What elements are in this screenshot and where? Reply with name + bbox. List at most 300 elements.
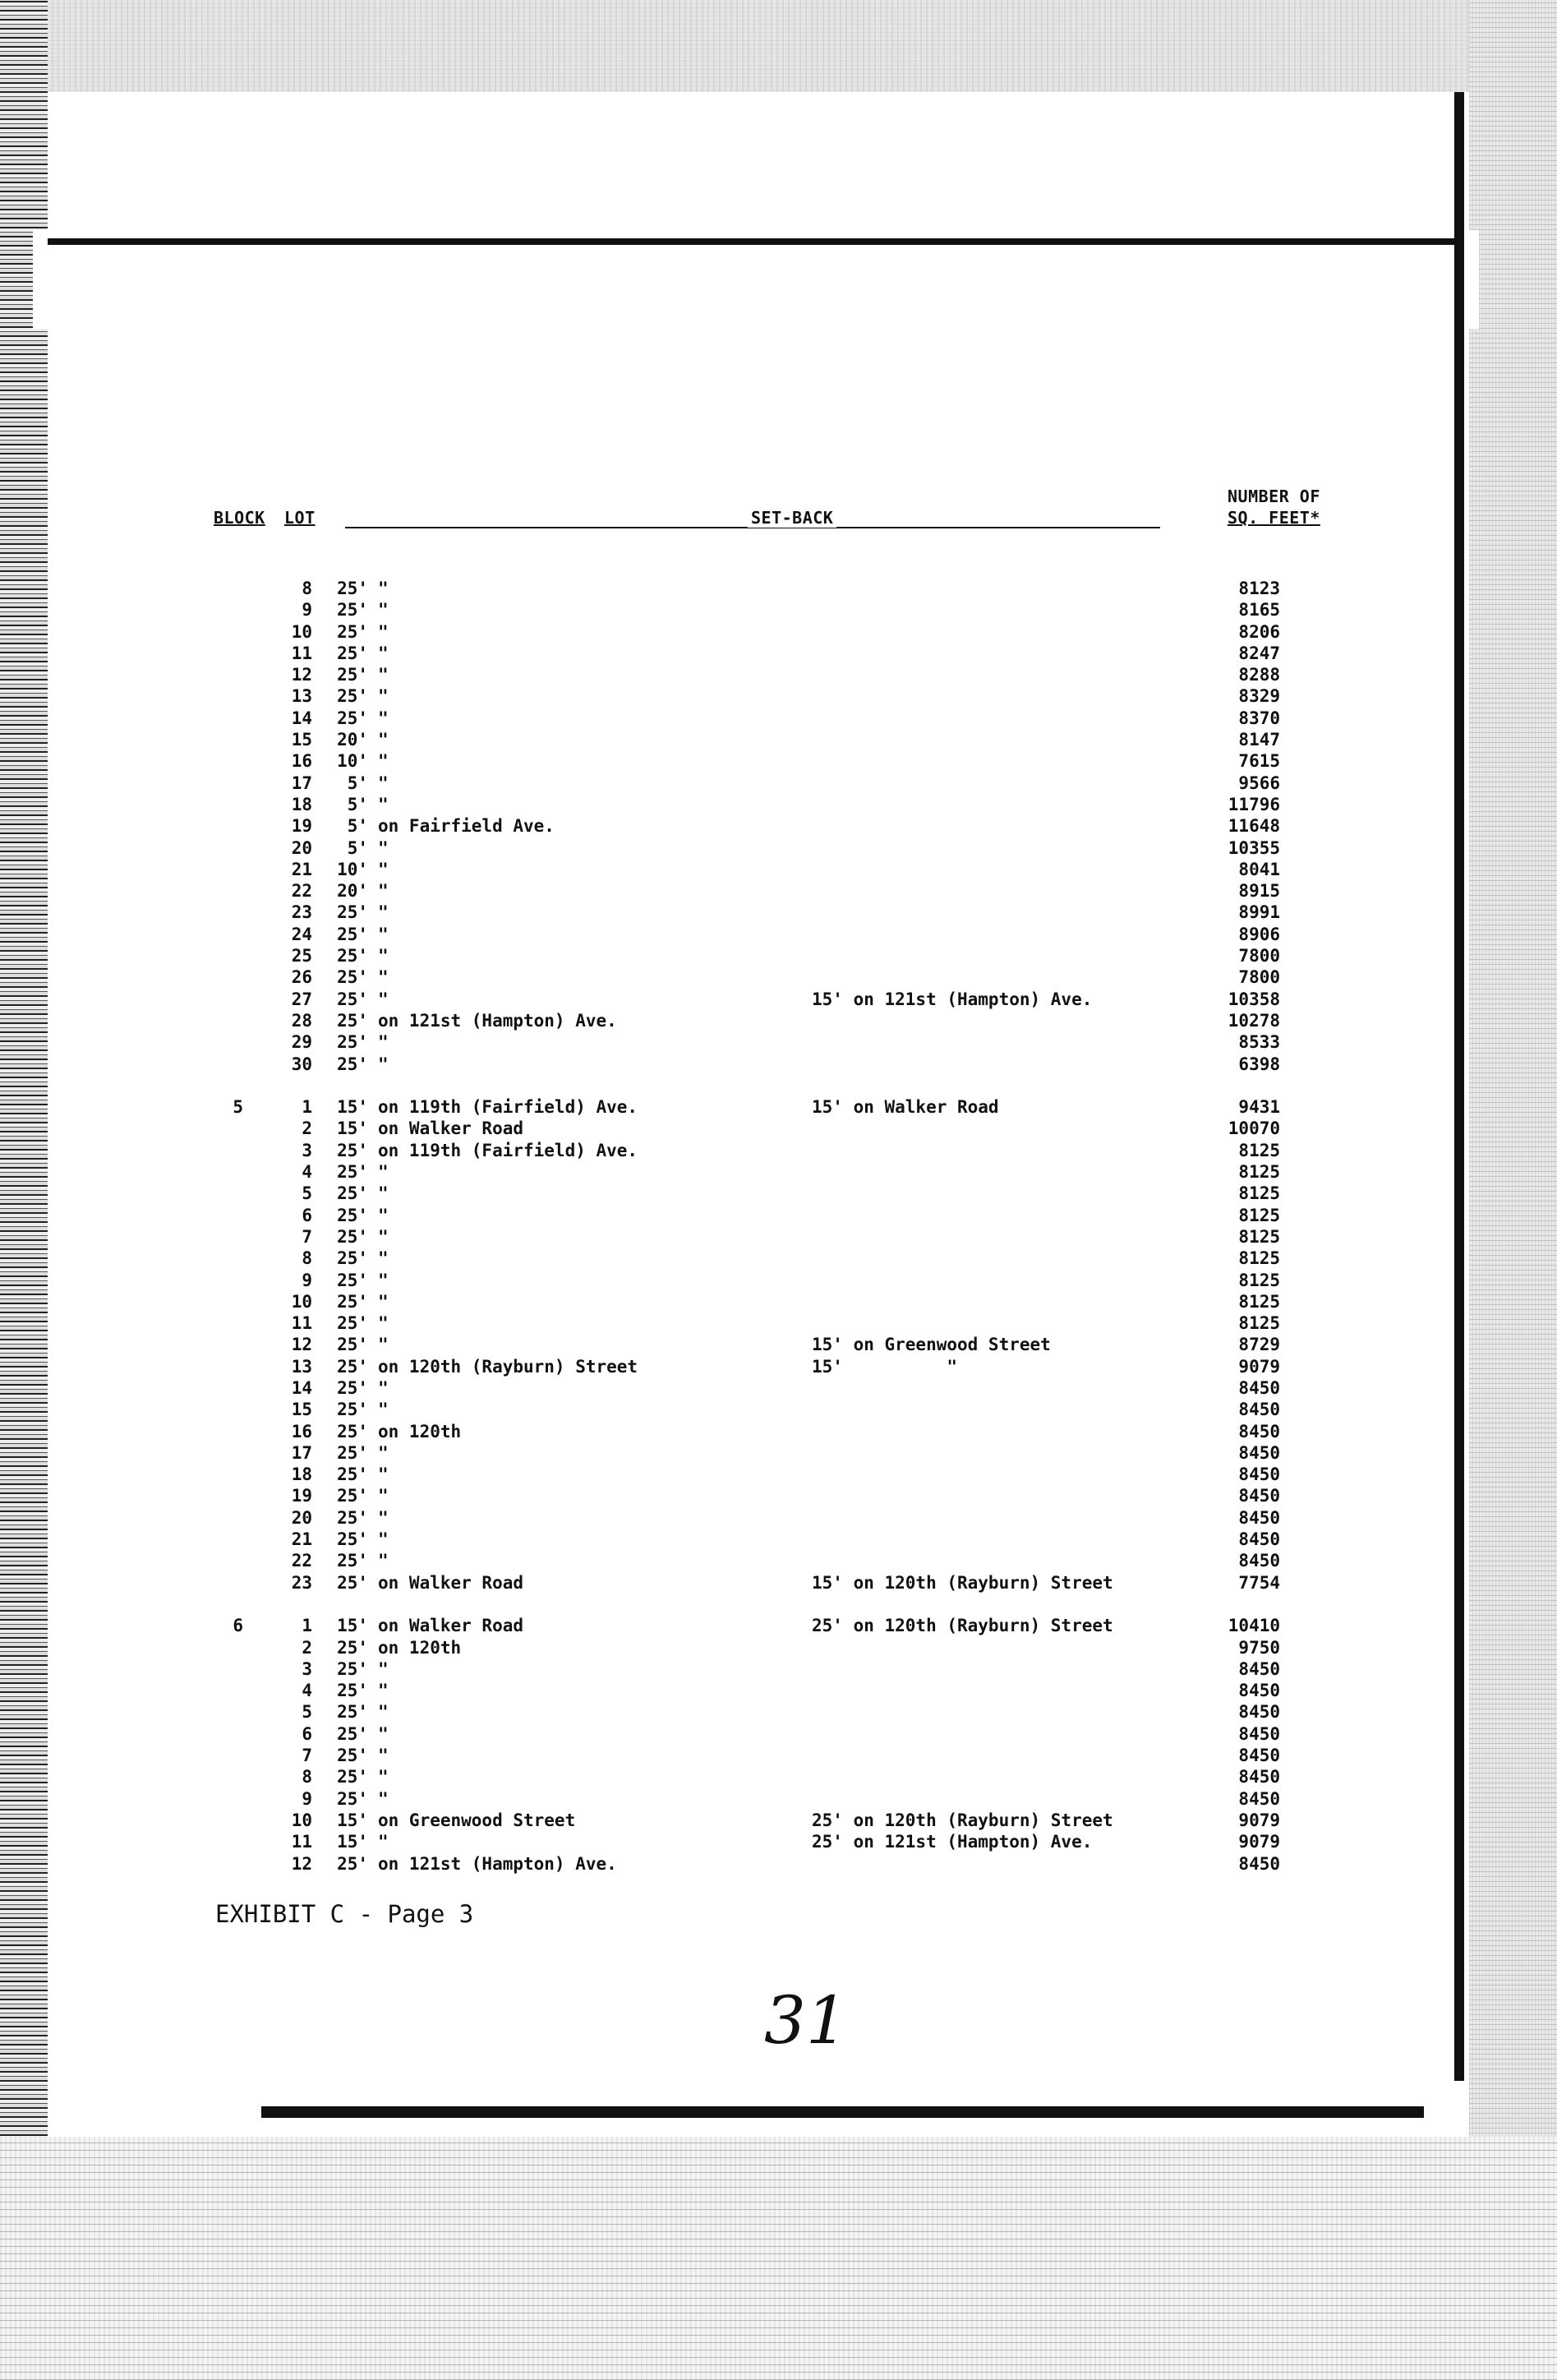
setback-primary-street: " bbox=[378, 967, 389, 988]
lot-cell: 25 bbox=[291, 946, 312, 966]
setback-primary-distance: 25' bbox=[337, 1421, 368, 1441]
setback-primary-distance: 15' bbox=[337, 1616, 368, 1636]
setback-primary-distance: 25' bbox=[337, 1335, 368, 1355]
square-feet-cell: 9079 bbox=[1238, 1356, 1280, 1377]
square-feet-cell: 9566 bbox=[1238, 773, 1280, 793]
setback-primary-distance: 25' bbox=[337, 1723, 368, 1744]
setback-primary-distance: 25' bbox=[337, 1767, 368, 1787]
setback-primary-street: on 120th bbox=[378, 1637, 462, 1658]
setback-primary-distance: 25' bbox=[337, 1464, 368, 1485]
setback-secondary: 25' on 120th (Rayburn) Street bbox=[812, 1616, 1113, 1636]
square-feet-cell: 8450 bbox=[1238, 1377, 1280, 1398]
table-row bbox=[0, 1529, 1557, 1551]
table-row bbox=[0, 838, 1557, 860]
lot-cell: 8 bbox=[302, 579, 312, 598]
setback-primary-distance: 25' bbox=[337, 1140, 368, 1160]
setback-primary-distance: 25' bbox=[337, 1248, 368, 1269]
table-row bbox=[0, 622, 1557, 643]
setback-primary-street: " bbox=[378, 1054, 389, 1074]
lot-cell: 11 bbox=[291, 1832, 312, 1852]
square-feet-cell: 11796 bbox=[1228, 794, 1280, 814]
setback-primary-distance: 20' bbox=[337, 881, 368, 902]
setback-primary-distance: 25' bbox=[337, 1702, 368, 1723]
lot-cell: 4 bbox=[302, 1162, 312, 1183]
setback-primary-street: " bbox=[378, 1248, 389, 1269]
table-row bbox=[0, 1400, 1557, 1421]
square-feet-cell: 8370 bbox=[1238, 708, 1280, 728]
lot-cell: 23 bbox=[291, 1572, 312, 1593]
lot-cell: 12 bbox=[291, 1853, 312, 1874]
setback-primary-street: " bbox=[378, 1335, 389, 1355]
lot-cell: 1 bbox=[302, 1616, 312, 1636]
lot-cell: 27 bbox=[291, 989, 312, 1009]
table-row bbox=[0, 1724, 1557, 1746]
lot-cell: 10 bbox=[291, 621, 312, 642]
setback-primary-street: " bbox=[378, 1162, 389, 1183]
table-row bbox=[0, 1054, 1557, 1098]
lot-cell: 9 bbox=[302, 1788, 312, 1809]
table-row bbox=[0, 1464, 1557, 1486]
setback-primary-distance: 25' bbox=[337, 621, 368, 642]
setback-primary-street: on Fairfield Ave. bbox=[378, 816, 555, 837]
setback-primary-street: " bbox=[378, 1313, 389, 1334]
table-row bbox=[0, 1746, 1557, 1767]
header-block: BLOCK bbox=[214, 508, 265, 528]
setback-primary-distance: 25' bbox=[337, 989, 368, 1009]
setback-primary-street: " bbox=[378, 773, 389, 793]
setback-primary-distance: 25' bbox=[337, 1572, 368, 1593]
lot-cell: 19 bbox=[291, 1486, 312, 1506]
lot-cell: 12 bbox=[291, 1335, 312, 1355]
lot-cell: 21 bbox=[291, 1529, 312, 1550]
lot-cell: 16 bbox=[291, 751, 312, 772]
setback-primary-street: " bbox=[378, 1529, 389, 1550]
setback-primary-distance: 25' bbox=[337, 665, 368, 685]
setback-primary-street: " bbox=[378, 708, 389, 728]
table-row bbox=[0, 773, 1557, 795]
lot-cell: 1 bbox=[302, 1097, 312, 1118]
table-row bbox=[0, 1422, 1557, 1443]
setback-primary-street: " bbox=[378, 794, 389, 814]
table-row bbox=[0, 1573, 1557, 1617]
square-feet-cell: 8247 bbox=[1238, 643, 1280, 663]
lot-cell: 14 bbox=[291, 708, 312, 728]
setback-primary-street: " bbox=[378, 1464, 389, 1485]
lot-cell: 10 bbox=[291, 1810, 312, 1830]
setback-primary-distance: 25' bbox=[337, 1226, 368, 1247]
lot-cell: 11 bbox=[291, 1313, 312, 1334]
table-row bbox=[0, 902, 1557, 924]
setback-primary-street: " bbox=[378, 1723, 389, 1744]
setback-primary-distance: 25' bbox=[337, 1746, 368, 1766]
setback-primary-distance: 25' bbox=[337, 708, 368, 728]
square-feet-cell: 8123 bbox=[1238, 579, 1280, 598]
setback-primary-distance: 5' bbox=[347, 794, 368, 814]
lot-cell: 30 bbox=[291, 1054, 312, 1074]
table-row bbox=[0, 860, 1557, 881]
setback-primary-distance: 25' bbox=[337, 946, 368, 966]
square-feet-cell: 8125 bbox=[1238, 1248, 1280, 1269]
header-setback: SET-BACK bbox=[748, 508, 836, 528]
setback-primary-street: " bbox=[378, 1832, 389, 1852]
lot-cell: 13 bbox=[291, 686, 312, 707]
table-row bbox=[0, 1551, 1557, 1572]
square-feet-cell: 8450 bbox=[1238, 1442, 1280, 1463]
setback-primary-distance: 25' bbox=[337, 1010, 368, 1031]
lot-cell: 3 bbox=[302, 1140, 312, 1160]
setback-primary-street: " bbox=[378, 1377, 389, 1398]
setback-primary-street: " bbox=[378, 730, 389, 750]
setback-primary-street: " bbox=[378, 643, 389, 663]
setback-primary-street: " bbox=[378, 751, 389, 772]
table-row bbox=[0, 1119, 1557, 1140]
setback-primary-street: on 120th bbox=[378, 1421, 462, 1441]
setback-primary-street: " bbox=[378, 1658, 389, 1679]
setback-primary-street: " bbox=[378, 1767, 389, 1787]
table-row bbox=[0, 795, 1557, 816]
square-feet-cell: 8450 bbox=[1238, 1853, 1280, 1874]
setback-primary-distance: 25' bbox=[337, 1054, 368, 1074]
setback-secondary: 15' " bbox=[812, 1356, 958, 1377]
setback-primary-distance: 25' bbox=[337, 1551, 368, 1571]
setback-primary-street: on 121st (Hampton) Ave. bbox=[378, 1853, 617, 1874]
table-row bbox=[0, 1183, 1557, 1205]
table-row bbox=[0, 816, 1557, 837]
setback-primary-street: " bbox=[378, 1400, 389, 1420]
square-feet-cell: 8991 bbox=[1238, 902, 1280, 923]
lot-cell: 28 bbox=[291, 1010, 312, 1031]
lot-cell: 20 bbox=[291, 1507, 312, 1528]
setback-primary-street: " bbox=[378, 859, 389, 879]
setback-primary-street: " bbox=[378, 1486, 389, 1506]
square-feet-cell: 8729 bbox=[1238, 1335, 1280, 1355]
lot-cell: 9 bbox=[302, 600, 312, 620]
setback-primary-distance: 25' bbox=[337, 1291, 368, 1312]
table-row bbox=[0, 989, 1557, 1011]
lot-cell: 5 bbox=[302, 1183, 312, 1204]
square-feet-cell: 7754 bbox=[1238, 1572, 1280, 1593]
setback-primary-distance: 25' bbox=[337, 1356, 368, 1377]
setback-secondary: 15' on 120th (Rayburn) Street bbox=[812, 1572, 1113, 1593]
setback-primary-distance: 25' bbox=[337, 1313, 368, 1334]
setback-primary-street: " bbox=[378, 665, 389, 685]
setback-primary-distance: 25' bbox=[337, 686, 368, 707]
square-feet-cell: 8450 bbox=[1238, 1400, 1280, 1420]
table-row bbox=[0, 1011, 1557, 1032]
setback-secondary: 15' on Walker Road bbox=[812, 1097, 999, 1118]
setback-primary-distance: 15' bbox=[337, 1097, 368, 1118]
setback-primary-distance: 25' bbox=[337, 1400, 368, 1420]
setback-primary-distance: 5' bbox=[347, 773, 368, 793]
setback-primary-street: on 119th (Fairfield) Ave. bbox=[378, 1097, 638, 1118]
lot-cell: 17 bbox=[291, 1442, 312, 1463]
setback-primary-distance: 25' bbox=[337, 1162, 368, 1183]
setback-primary-distance: 25' bbox=[337, 1183, 368, 1204]
table-row bbox=[0, 1832, 1557, 1853]
table-row bbox=[0, 946, 1557, 967]
square-feet-cell: 7800 bbox=[1238, 967, 1280, 988]
square-feet-cell: 8288 bbox=[1238, 665, 1280, 685]
square-feet-cell: 7615 bbox=[1238, 751, 1280, 772]
lot-cell: 12 bbox=[291, 665, 312, 685]
lot-cell: 18 bbox=[291, 794, 312, 814]
square-feet-cell: 10355 bbox=[1228, 837, 1280, 858]
square-feet-cell: 9431 bbox=[1238, 1097, 1280, 1118]
table-row bbox=[0, 643, 1557, 665]
square-feet-cell: 10410 bbox=[1228, 1616, 1280, 1636]
square-feet-cell: 8450 bbox=[1238, 1486, 1280, 1506]
square-feet-cell: 9750 bbox=[1238, 1637, 1280, 1658]
lot-cell: 2 bbox=[302, 1637, 312, 1658]
setback-primary-street: " bbox=[378, 1270, 389, 1290]
table-row bbox=[0, 1854, 1557, 1875]
square-feet-cell: 10070 bbox=[1228, 1119, 1280, 1139]
lot-cell: 20 bbox=[291, 837, 312, 858]
setback-primary-distance: 25' bbox=[337, 1507, 368, 1528]
setback-primary-distance: 25' bbox=[337, 1270, 368, 1290]
setback-primary-street: on 121st (Hampton) Ave. bbox=[378, 1010, 617, 1031]
square-feet-cell: 8329 bbox=[1238, 686, 1280, 707]
setback-primary-street: " bbox=[378, 902, 389, 923]
table-row bbox=[0, 665, 1557, 686]
square-feet-cell: 8125 bbox=[1238, 1313, 1280, 1334]
lot-cell: 8 bbox=[302, 1248, 312, 1269]
setback-primary-distance: 25' bbox=[337, 643, 368, 663]
block-cell: 6 bbox=[233, 1616, 243, 1636]
square-feet-cell: 8450 bbox=[1238, 1767, 1280, 1787]
table-row bbox=[0, 1292, 1557, 1313]
setback-primary-street: " bbox=[378, 621, 389, 642]
table-row bbox=[0, 1443, 1557, 1464]
table-row bbox=[0, 925, 1557, 946]
setback-primary-street: " bbox=[378, 989, 389, 1009]
lot-cell: 26 bbox=[291, 967, 312, 988]
square-feet-cell: 8906 bbox=[1238, 924, 1280, 944]
setback-primary-distance: 25' bbox=[337, 1788, 368, 1809]
table-row bbox=[0, 1097, 1557, 1119]
setback-primary-distance: 25' bbox=[337, 1529, 368, 1550]
table-row bbox=[0, 1141, 1557, 1162]
square-feet-cell: 8450 bbox=[1238, 1421, 1280, 1441]
setback-primary-distance: 25' bbox=[337, 1658, 368, 1679]
table-row bbox=[0, 730, 1557, 751]
square-feet-cell: 8450 bbox=[1238, 1788, 1280, 1809]
lot-cell: 15 bbox=[291, 730, 312, 750]
setback-table bbox=[0, 579, 1557, 1875]
setback-primary-distance: 25' bbox=[337, 1853, 368, 1874]
table-row bbox=[0, 1378, 1557, 1400]
setback-primary-street: " bbox=[378, 881, 389, 902]
table-row bbox=[0, 1810, 1557, 1832]
lot-cell: 14 bbox=[291, 1377, 312, 1398]
square-feet-cell: 10278 bbox=[1228, 1010, 1280, 1031]
setback-primary-street: on Walker Road bbox=[378, 1119, 524, 1139]
lot-cell: 8 bbox=[302, 1767, 312, 1787]
table-row bbox=[0, 1681, 1557, 1702]
setback-secondary: 25' on 120th (Rayburn) Street bbox=[812, 1810, 1113, 1830]
square-feet-cell: 9079 bbox=[1238, 1832, 1280, 1852]
lot-cell: 29 bbox=[291, 1032, 312, 1053]
square-feet-cell: 8915 bbox=[1238, 881, 1280, 902]
lot-cell: 22 bbox=[291, 1551, 312, 1571]
table-row bbox=[0, 1335, 1557, 1356]
setback-primary-street: " bbox=[378, 1183, 389, 1204]
block-cell: 5 bbox=[233, 1097, 243, 1118]
setback-primary-distance: 15' bbox=[337, 1119, 368, 1139]
setback-primary-street: " bbox=[378, 1551, 389, 1571]
table-row bbox=[0, 1638, 1557, 1659]
table-row bbox=[0, 1508, 1557, 1529]
lot-cell: 7 bbox=[302, 1746, 312, 1766]
setback-primary-distance: 25' bbox=[337, 1377, 368, 1398]
square-feet-cell: 8125 bbox=[1238, 1270, 1280, 1290]
setback-primary-distance: 15' bbox=[337, 1832, 368, 1852]
square-feet-cell: 8206 bbox=[1238, 621, 1280, 642]
table-row bbox=[0, 1767, 1557, 1788]
lot-cell: 7 bbox=[302, 1226, 312, 1247]
lot-cell: 9 bbox=[302, 1270, 312, 1290]
header-lot: LOT bbox=[284, 508, 316, 528]
table-row bbox=[0, 579, 1557, 600]
setback-primary-distance: 25' bbox=[337, 579, 368, 598]
table-row bbox=[0, 708, 1557, 730]
setback-primary-distance: 5' bbox=[347, 816, 368, 837]
header-number-of: NUMBER OF bbox=[1228, 487, 1320, 506]
square-feet-cell: 11648 bbox=[1228, 816, 1280, 837]
table-row bbox=[0, 1486, 1557, 1507]
square-feet-cell: 7800 bbox=[1238, 946, 1280, 966]
table-row bbox=[0, 686, 1557, 708]
setback-primary-distance: 25' bbox=[337, 1681, 368, 1701]
lot-cell: 23 bbox=[291, 902, 312, 923]
header-sq-feet: SQ. FEET* bbox=[1228, 508, 1320, 528]
square-feet-cell: 8125 bbox=[1238, 1226, 1280, 1247]
setback-primary-street: on 120th (Rayburn) Street bbox=[378, 1356, 638, 1377]
setback-primary-distance: 25' bbox=[337, 902, 368, 923]
lot-cell: 11 bbox=[291, 643, 312, 663]
table-row bbox=[0, 1032, 1557, 1054]
lot-cell: 19 bbox=[291, 816, 312, 837]
square-feet-cell: 8533 bbox=[1238, 1032, 1280, 1053]
square-feet-cell: 8147 bbox=[1238, 730, 1280, 750]
lot-cell: 22 bbox=[291, 881, 312, 902]
square-feet-cell: 8450 bbox=[1238, 1507, 1280, 1528]
setback-primary-street: " bbox=[378, 1226, 389, 1247]
handwritten-page-number: 31 bbox=[764, 1982, 848, 2059]
square-feet-cell: 8125 bbox=[1238, 1183, 1280, 1204]
setback-primary-street: " bbox=[378, 1291, 389, 1312]
setback-primary-street: on 119th (Fairfield) Ave. bbox=[378, 1140, 638, 1160]
setback-primary-distance: 25' bbox=[337, 1442, 368, 1463]
square-feet-cell: 8450 bbox=[1238, 1723, 1280, 1744]
setback-primary-street: " bbox=[378, 837, 389, 858]
setback-primary-distance: 10' bbox=[337, 859, 368, 879]
setback-primary-street: " bbox=[378, 686, 389, 707]
setback-secondary: 25' on 121st (Hampton) Ave. bbox=[812, 1832, 1093, 1852]
square-feet-cell: 8450 bbox=[1238, 1746, 1280, 1766]
setback-primary-distance: 25' bbox=[337, 924, 368, 944]
square-feet-cell: 8125 bbox=[1238, 1140, 1280, 1160]
table-row bbox=[0, 1702, 1557, 1723]
square-feet-cell: 10358 bbox=[1228, 989, 1280, 1009]
setback-secondary: 15' on Greenwood Street bbox=[812, 1335, 1051, 1355]
setback-primary-distance: 25' bbox=[337, 1032, 368, 1053]
lot-cell: 6 bbox=[302, 1723, 312, 1744]
setback-primary-street: " bbox=[378, 1032, 389, 1053]
table-row bbox=[0, 1227, 1557, 1248]
setback-primary-street: " bbox=[378, 1507, 389, 1528]
exhibit-label: EXHIBIT C - Page 3 bbox=[215, 1900, 474, 1928]
setback-primary-street: " bbox=[378, 1442, 389, 1463]
setback-primary-distance: 5' bbox=[347, 837, 368, 858]
table-row bbox=[0, 1357, 1557, 1378]
square-feet-cell: 8450 bbox=[1238, 1551, 1280, 1571]
setback-primary-distance: 25' bbox=[337, 967, 368, 988]
setback-primary-street: " bbox=[378, 924, 389, 944]
square-feet-cell: 8125 bbox=[1238, 1205, 1280, 1225]
square-feet-cell: 8041 bbox=[1238, 859, 1280, 879]
lot-cell: 15 bbox=[291, 1400, 312, 1420]
setback-primary-distance: 25' bbox=[337, 1205, 368, 1225]
square-feet-cell: 8450 bbox=[1238, 1681, 1280, 1701]
setback-secondary: 15' on 121st (Hampton) Ave. bbox=[812, 989, 1093, 1009]
setback-primary-distance: 10' bbox=[337, 751, 368, 772]
table-row bbox=[0, 881, 1557, 902]
setback-primary-street: " bbox=[378, 1681, 389, 1701]
lot-cell: 2 bbox=[302, 1119, 312, 1139]
square-feet-cell: 8450 bbox=[1238, 1464, 1280, 1485]
setback-primary-street: " bbox=[378, 600, 389, 620]
setback-primary-street: " bbox=[378, 579, 389, 598]
square-feet-cell: 8165 bbox=[1238, 600, 1280, 620]
table-row bbox=[0, 1616, 1557, 1637]
table-row bbox=[0, 1162, 1557, 1183]
square-feet-cell: 8450 bbox=[1238, 1658, 1280, 1679]
table-row bbox=[0, 1206, 1557, 1227]
lot-cell: 16 bbox=[291, 1421, 312, 1441]
square-feet-cell: 9079 bbox=[1238, 1810, 1280, 1830]
setback-primary-distance: 20' bbox=[337, 730, 368, 750]
lot-cell: 13 bbox=[291, 1356, 312, 1377]
square-feet-cell: 8125 bbox=[1238, 1291, 1280, 1312]
table-row bbox=[0, 1659, 1557, 1681]
lot-cell: 4 bbox=[302, 1681, 312, 1701]
lot-cell: 18 bbox=[291, 1464, 312, 1485]
table-row bbox=[0, 1789, 1557, 1810]
lot-cell: 10 bbox=[291, 1291, 312, 1312]
setback-primary-street: " bbox=[378, 1746, 389, 1766]
square-feet-cell: 8450 bbox=[1238, 1702, 1280, 1723]
setback-primary-street: " bbox=[378, 946, 389, 966]
setback-primary-street: " bbox=[378, 1702, 389, 1723]
setback-primary-street: on Walker Road bbox=[378, 1572, 524, 1593]
square-feet-cell: 8450 bbox=[1238, 1529, 1280, 1550]
table-row bbox=[0, 1248, 1557, 1270]
setback-primary-distance: 25' bbox=[337, 1486, 368, 1506]
setback-primary-street: on Walker Road bbox=[378, 1616, 524, 1636]
table-row bbox=[0, 1271, 1557, 1292]
table-row bbox=[0, 967, 1557, 989]
setback-primary-street: " bbox=[378, 1205, 389, 1225]
square-feet-cell: 8125 bbox=[1238, 1162, 1280, 1183]
lot-cell: 3 bbox=[302, 1658, 312, 1679]
setback-primary-street: " bbox=[378, 1788, 389, 1809]
lot-cell: 5 bbox=[302, 1702, 312, 1723]
lot-cell: 17 bbox=[291, 773, 312, 793]
setback-primary-street: on Greenwood Street bbox=[378, 1810, 576, 1830]
setback-primary-distance: 25' bbox=[337, 1637, 368, 1658]
setback-primary-distance: 15' bbox=[337, 1810, 368, 1830]
